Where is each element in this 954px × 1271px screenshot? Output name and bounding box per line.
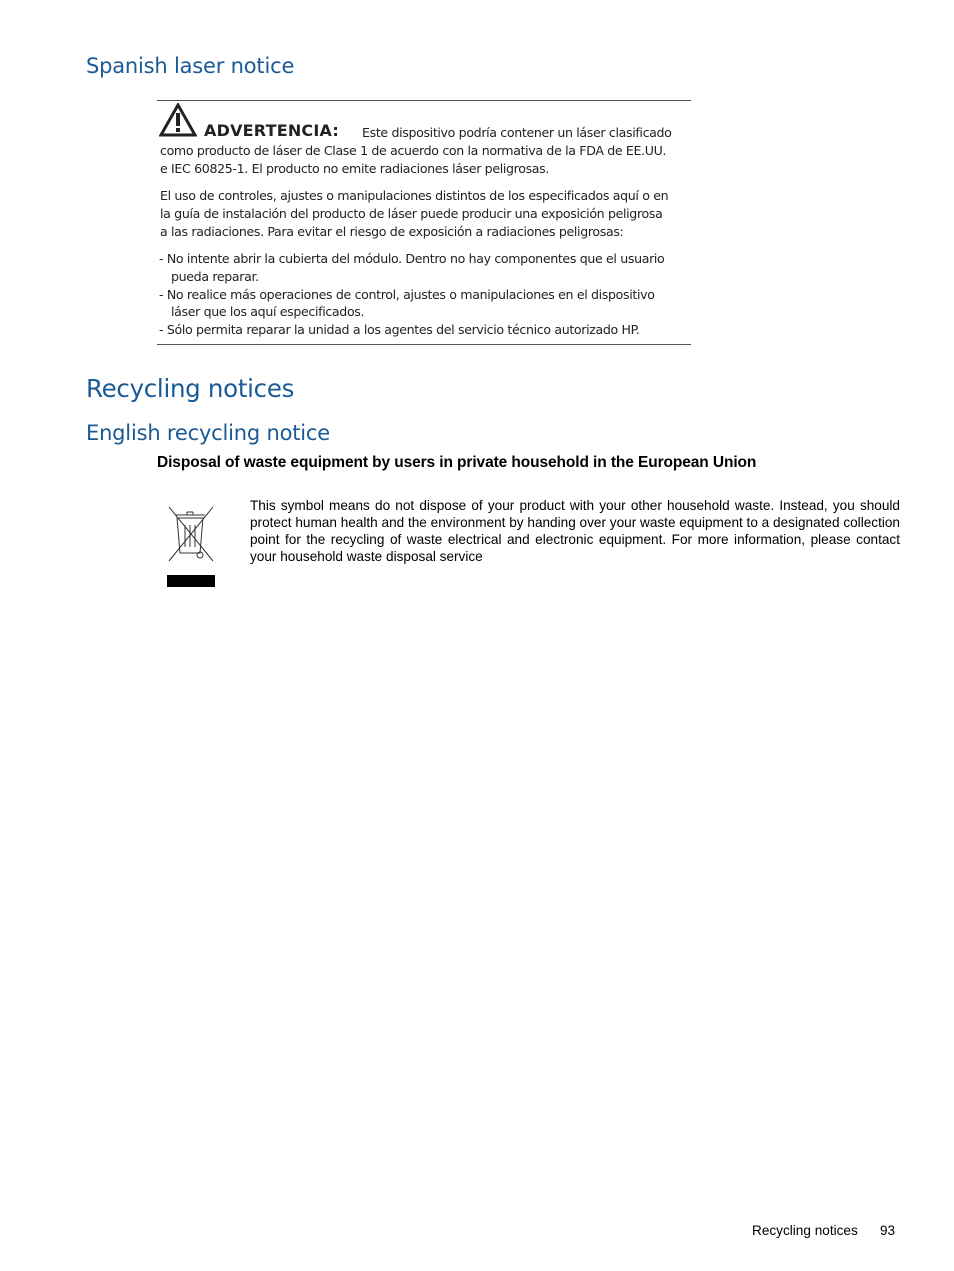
warning-line: a las radiaciones. Para evitar el riesgo de exposición a radiaciones peligrosas: <box>160 224 624 239</box>
warning-bullet: - No realice más operaciones de control, ajustes o manipulaciones en el dispositivo <box>159 287 655 302</box>
warning-line: la guía de instalación del producto de láser puede producir una exposición peligrosa <box>160 206 663 221</box>
warning-label: ADVERTENCIA: <box>204 121 339 140</box>
english-recycling-notice-heading: English recycling notice <box>86 421 330 445</box>
spanish-laser-notice-heading: Spanish laser notice <box>86 54 295 78</box>
crossed-out-wheelie-bin-icon <box>165 503 217 589</box>
laser-warning-box <box>157 100 691 345</box>
warning-bullet: - No intente abrir la cubierta del módulo. Dentro no hay componentes que el usuario <box>159 251 665 266</box>
disposal-heading: Disposal of waste equipment by users in private household in the European Union <box>157 454 757 471</box>
warning-bullet-continuation: pueda reparar. <box>171 269 259 284</box>
warning-line: e IEC 60825-1. El producto no emite radiaciones láser peligrosas. <box>160 161 550 176</box>
warning-line: Este dispositivo podría contener un láser clasificado <box>362 125 672 140</box>
warning-bullet-continuation: láser que los aquí especificados. <box>171 304 365 319</box>
footer-section-title: Recycling notices <box>752 1223 858 1238</box>
disposal-body-text: This symbol means do not dispose of your product with your other household waste. Instead, you should protect human health and the environment by handing over your waste equipment to a designated collection point for the recycling of waste electrical and electronic equipment. For more information, please contact your household waste disposal service <box>250 498 900 564</box>
warning-bullet: - Sólo permita reparar la unidad a los agentes del servicio técnico autorizado HP. <box>159 322 640 337</box>
warning-triangle-icon <box>159 103 197 137</box>
recycling-notices-heading: Recycling notices <box>86 374 295 403</box>
warning-line: El uso de controles, ajustes o manipulaciones distintos de los especificados aquí o en <box>160 188 669 203</box>
warning-line: como producto de láser de Clase 1 de acuerdo con la normativa de la FDA de EE.UU. <box>160 143 667 158</box>
footer-page-number: 93 <box>880 1223 896 1238</box>
